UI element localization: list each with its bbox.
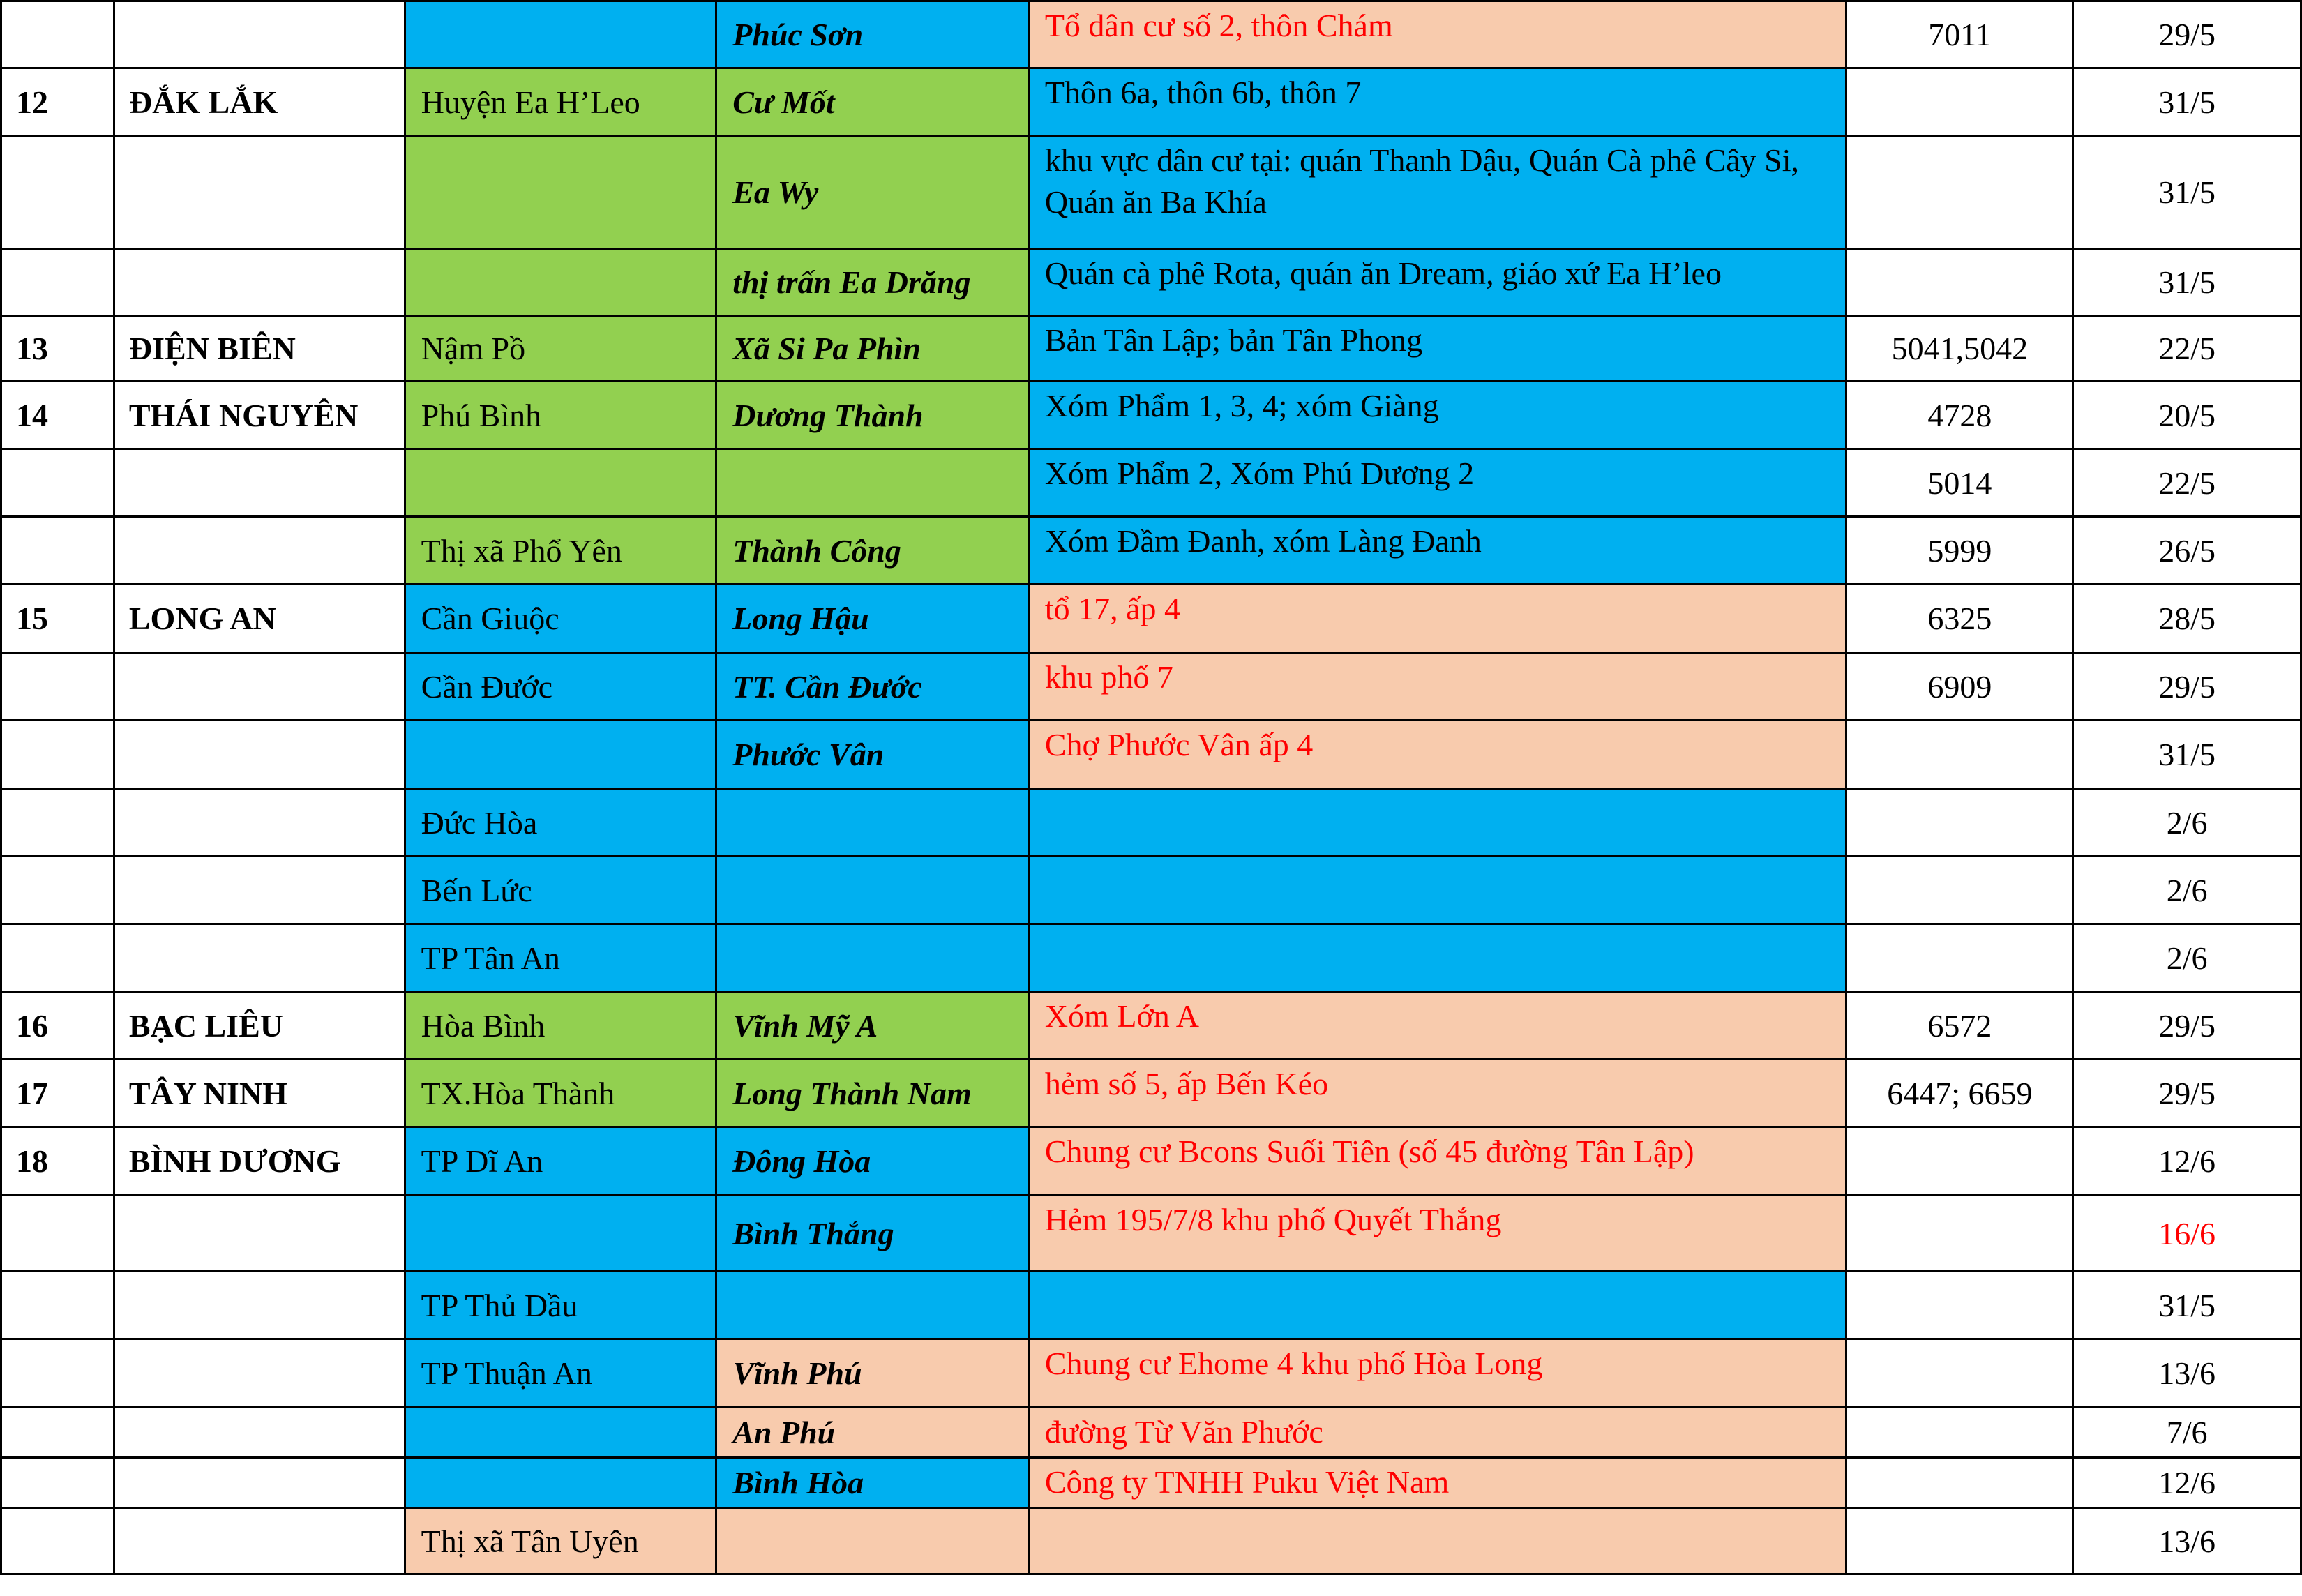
table-row xyxy=(1,1196,2301,1272)
area-cell xyxy=(1028,924,1846,992)
area-cell xyxy=(1028,1508,1846,1574)
area-cell xyxy=(1028,789,1846,857)
province-cell xyxy=(114,1508,405,1574)
province-cell xyxy=(114,1196,405,1272)
stt-cell xyxy=(1,924,114,992)
commune-cell: Cư Mốt xyxy=(716,68,1029,136)
stt-cell: 12 xyxy=(1,68,114,136)
area-cell: Công ty TNHH Puku Việt Nam xyxy=(1028,1458,1846,1508)
area-cell: Bản Tân Lập; bản Tân Phong xyxy=(1028,316,1846,382)
case-code-cell: 6325 xyxy=(1846,585,2073,653)
commune-cell: Thành Công xyxy=(716,517,1029,585)
area-cell xyxy=(1028,857,1846,924)
commune-cell: An Phú xyxy=(716,1408,1029,1458)
stt-cell xyxy=(1,1196,114,1272)
stt-cell xyxy=(1,721,114,789)
province-cell xyxy=(114,721,405,789)
province-cell xyxy=(114,1,405,68)
district-cell xyxy=(405,449,716,517)
commune-cell: Xã Si Pa Phìn xyxy=(716,316,1029,382)
case-code-cell xyxy=(1846,1339,2073,1408)
area-cell: đường Từ Văn Phước xyxy=(1028,1408,1846,1458)
stt-cell: 16 xyxy=(1,992,114,1060)
province-cell: LONG AN xyxy=(114,585,405,653)
commune-cell: thị trấn Ea Drăng xyxy=(716,249,1029,316)
stt-cell xyxy=(1,449,114,517)
commune-cell: Bình Hòa xyxy=(716,1458,1029,1508)
table-row xyxy=(1,316,2301,382)
district-cell: Đức Hòa xyxy=(405,789,716,857)
date-cell: 13/6 xyxy=(2073,1339,2301,1408)
district-cell: Huyện Ea H’Leo xyxy=(405,68,716,136)
table-row xyxy=(1,1508,2301,1574)
case-code-cell xyxy=(1846,1127,2073,1196)
stt-cell xyxy=(1,1272,114,1339)
district-cell xyxy=(405,721,716,789)
province-cell: TÂY NINH xyxy=(114,1060,405,1127)
commune-cell xyxy=(716,789,1029,857)
table-row xyxy=(1,249,2301,316)
province-cell xyxy=(114,924,405,992)
date-cell: 2/6 xyxy=(2073,789,2301,857)
district-cell xyxy=(405,1196,716,1272)
table-row xyxy=(1,1060,2301,1127)
table-row xyxy=(1,789,2301,857)
district-cell: Nậm Pồ xyxy=(405,316,716,382)
district-cell: Cần Đước xyxy=(405,653,716,721)
commune-cell: Đông Hòa xyxy=(716,1127,1029,1196)
area-cell: tổ 17, ấp 4 xyxy=(1028,585,1846,653)
stt-cell xyxy=(1,517,114,585)
commune-cell: Phúc Sơn xyxy=(716,1,1029,68)
stt-cell xyxy=(1,249,114,316)
table-row xyxy=(1,653,2301,721)
stt-cell: 15 xyxy=(1,585,114,653)
table-row xyxy=(1,1,2301,68)
area-cell: Tổ dân cư số 2, thôn Chám xyxy=(1028,1,1846,68)
stt-cell: 14 xyxy=(1,382,114,449)
area-cell: khu vực dân cư tại: quán Thanh Dậu, Quán Cà phê Cây Si, Quán ăn Ba Khía xyxy=(1028,136,1846,249)
table-row xyxy=(1,992,2301,1060)
district-cell xyxy=(405,1408,716,1458)
area-cell: Chung cư Ehome 4 khu phố Hòa Long xyxy=(1028,1339,1846,1408)
commune-cell xyxy=(716,1272,1029,1339)
case-code-cell xyxy=(1846,857,2073,924)
district-cell xyxy=(405,1,716,68)
table-row xyxy=(1,924,2301,992)
area-cell: Xóm Phẩm 2, Xóm Phú Dương 2 xyxy=(1028,449,1846,517)
case-code-cell: 4728 xyxy=(1846,382,2073,449)
date-cell: 13/6 xyxy=(2073,1508,2301,1574)
case-code-cell xyxy=(1846,68,2073,136)
case-code-cell xyxy=(1846,1272,2073,1339)
table-row xyxy=(1,517,2301,585)
area-cell: Hẻm 195/7/8 khu phố Quyết Thắng xyxy=(1028,1196,1846,1272)
case-code-cell xyxy=(1846,924,2073,992)
case-code-cell xyxy=(1846,1408,2073,1458)
district-cell: TP Tân An xyxy=(405,924,716,992)
date-cell: 28/5 xyxy=(2073,585,2301,653)
district-cell: TP Thủ Dầu xyxy=(405,1272,716,1339)
date-cell: 2/6 xyxy=(2073,924,2301,992)
table-row xyxy=(1,585,2301,653)
area-cell: Xóm Lớn A xyxy=(1028,992,1846,1060)
commune-cell xyxy=(716,857,1029,924)
case-code-cell: 6447; 6659 xyxy=(1846,1060,2073,1127)
date-cell: 31/5 xyxy=(2073,136,2301,249)
commune-cell: Dương Thành xyxy=(716,382,1029,449)
date-cell: 31/5 xyxy=(2073,249,2301,316)
district-cell xyxy=(405,1458,716,1508)
table-row xyxy=(1,1127,2301,1196)
date-cell: 31/5 xyxy=(2073,68,2301,136)
district-cell: Phú Bình xyxy=(405,382,716,449)
stt-cell xyxy=(1,789,114,857)
province-cell xyxy=(114,136,405,249)
commune-cell: Phước Vân xyxy=(716,721,1029,789)
commune-cell: TT. Cần Đước xyxy=(716,653,1029,721)
district-cell xyxy=(405,136,716,249)
table-row xyxy=(1,449,2301,517)
province-cell: BẠC LIÊU xyxy=(114,992,405,1060)
stt-cell xyxy=(1,1,114,68)
table-row xyxy=(1,1339,2301,1408)
commune-cell: Long Hậu xyxy=(716,585,1029,653)
table-row xyxy=(1,68,2301,136)
area-cell: Chung cư Bcons Suối Tiên (số 45 đường Tân Lập) xyxy=(1028,1127,1846,1196)
stt-cell: 13 xyxy=(1,316,114,382)
area-cell: khu phố 7 xyxy=(1028,653,1846,721)
table-row xyxy=(1,857,2301,924)
date-cell: 29/5 xyxy=(2073,992,2301,1060)
date-cell: 7/6 xyxy=(2073,1408,2301,1458)
date-cell: 29/5 xyxy=(2073,1,2301,68)
commune-cell: Ea Wy xyxy=(716,136,1029,249)
stt-cell xyxy=(1,136,114,249)
case-code-cell: 6572 xyxy=(1846,992,2073,1060)
commune-cell: Vĩnh Phú xyxy=(716,1339,1029,1408)
area-cell: Quán cà phê Rota, quán ăn Dream, giáo xứ Ea H’leo xyxy=(1028,249,1846,316)
province-cell xyxy=(114,789,405,857)
table-row xyxy=(1,382,2301,449)
province-cell xyxy=(114,517,405,585)
district-cell: Thị xã Tân Uyên xyxy=(405,1508,716,1574)
area-cell: Thôn 6a, thôn 6b, thôn 7 xyxy=(1028,68,1846,136)
case-code-cell xyxy=(1846,136,2073,249)
province-cell: BÌNH DƯƠNG xyxy=(114,1127,405,1196)
province-cell xyxy=(114,1408,405,1458)
commune-cell xyxy=(716,1508,1029,1574)
date-cell: 31/5 xyxy=(2073,721,2301,789)
district-cell: TX.Hòa Thành xyxy=(405,1060,716,1127)
area-cell: Xóm Đầm Đanh, xóm Làng Đanh xyxy=(1028,517,1846,585)
stt-cell: 17 xyxy=(1,1060,114,1127)
table-row xyxy=(1,136,2301,249)
district-cell: Thị xã Phổ Yên xyxy=(405,517,716,585)
province-cell: ĐIỆN BIÊN xyxy=(114,316,405,382)
district-cell: TP Thuận An xyxy=(405,1339,716,1408)
date-cell: 12/6 xyxy=(2073,1458,2301,1508)
date-cell: 16/6 xyxy=(2073,1196,2301,1272)
province-cell xyxy=(114,653,405,721)
commune-cell: Vĩnh Mỹ A xyxy=(716,992,1029,1060)
table-row xyxy=(1,721,2301,789)
case-code-cell xyxy=(1846,721,2073,789)
district-cell xyxy=(405,249,716,316)
area-cell: hẻm số 5, ấp Bến Kéo xyxy=(1028,1060,1846,1127)
commune-cell: Bình Thắng xyxy=(716,1196,1029,1272)
area-cell: Chợ Phước Vân ấp 4 xyxy=(1028,721,1846,789)
commune-cell xyxy=(716,924,1029,992)
table-row xyxy=(1,1408,2301,1458)
case-code-cell: 7011 xyxy=(1846,1,2073,68)
area-cell: Xóm Phẩm 1, 3, 4; xóm Giàng xyxy=(1028,382,1846,449)
province-cell xyxy=(114,1272,405,1339)
province-cell: THÁI NGUYÊN xyxy=(114,382,405,449)
commune-cell: Long Thành Nam xyxy=(716,1060,1029,1127)
district-cell: Hòa Bình xyxy=(405,992,716,1060)
district-cell: Cần Giuộc xyxy=(405,585,716,653)
area-cell xyxy=(1028,1272,1846,1339)
stt-cell xyxy=(1,857,114,924)
district-cell: Bến Lức xyxy=(405,857,716,924)
date-cell: 26/5 xyxy=(2073,517,2301,585)
province-cell: ĐẮK LẮK xyxy=(114,68,405,136)
province-cell xyxy=(114,1339,405,1408)
case-code-cell xyxy=(1846,1508,2073,1574)
district-cell: TP Dĩ An xyxy=(405,1127,716,1196)
table-row xyxy=(1,1272,2301,1339)
case-code-cell xyxy=(1846,789,2073,857)
date-cell: 22/5 xyxy=(2073,316,2301,382)
date-cell: 12/6 xyxy=(2073,1127,2301,1196)
case-code-cell: 5041,5042 xyxy=(1846,316,2073,382)
table-row xyxy=(1,1458,2301,1508)
stt-cell: 18 xyxy=(1,1127,114,1196)
stt-cell xyxy=(1,1339,114,1408)
stt-cell xyxy=(1,653,114,721)
case-code-cell xyxy=(1846,1458,2073,1508)
date-cell: 29/5 xyxy=(2073,1060,2301,1127)
province-cell xyxy=(114,857,405,924)
date-cell: 29/5 xyxy=(2073,653,2301,721)
commune-cell xyxy=(716,449,1029,517)
province-cell xyxy=(114,449,405,517)
stt-cell xyxy=(1,1508,114,1574)
province-cell xyxy=(114,249,405,316)
stt-cell xyxy=(1,1458,114,1508)
date-cell: 2/6 xyxy=(2073,857,2301,924)
case-code-cell xyxy=(1846,1196,2073,1272)
case-code-cell: 5014 xyxy=(1846,449,2073,517)
case-code-cell xyxy=(1846,249,2073,316)
date-cell: 22/5 xyxy=(2073,449,2301,517)
stt-cell xyxy=(1,1408,114,1458)
case-code-cell: 6909 xyxy=(1846,653,2073,721)
province-cell xyxy=(114,1458,405,1508)
date-cell: 31/5 xyxy=(2073,1272,2301,1339)
date-cell: 20/5 xyxy=(2073,382,2301,449)
case-code-cell: 5999 xyxy=(1846,517,2073,585)
